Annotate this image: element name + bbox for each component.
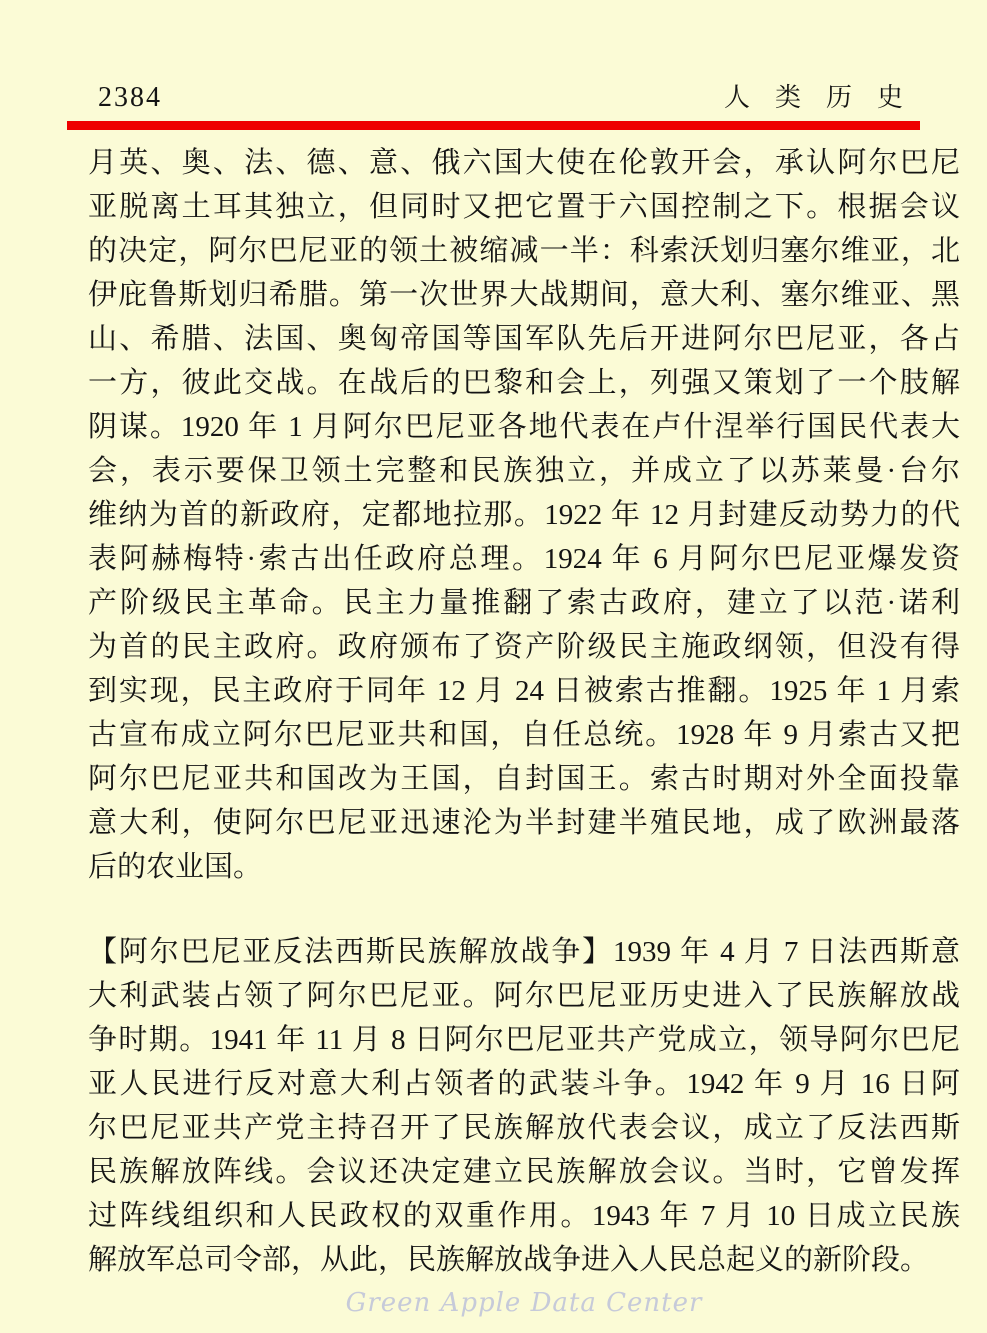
text-line: 产阶级民主革命。民主力量推翻了索古政府，建立了以范·诺利 <box>88 587 960 619</box>
text-line: 到实现，民主政府于同年 12 月 24 日被索古推翻。1925 年 1 月索 <box>88 675 960 707</box>
paragraph <box>88 930 960 1282</box>
text-line: 意大利，使阿尔巴尼亚迅速沦为半封建半殖民地，成了欧洲最落 <box>88 807 960 839</box>
text-line: 亚人民进行反对意大利占领者的武装斗争。1942 年 9 月 16 日阿 <box>88 1068 960 1100</box>
text-line: 月英、奥、法、德、意、俄六国大使在伦敦开会，承认阿尔巴尼 <box>88 147 960 179</box>
text-line: 的决定，阿尔巴尼亚的领土被缩减一半：科索沃划归塞尔维亚，北 <box>88 235 960 267</box>
page-number: 2384 <box>98 82 162 113</box>
text-line: 民族解放阵线。会议还决定建立民族解放会议。当时，它曾发挥 <box>88 1156 960 1188</box>
text-line: 维纳为首的新政府，定都地拉那。1922 年 12 月封建反动势力的代 <box>88 499 960 531</box>
text-line: 一方，彼此交战。在战后的巴黎和会上，列强又策划了一个肢解 <box>88 367 960 399</box>
text-line: 争时期。1941 年 11 月 8 日阿尔巴尼亚共产党成立，领导阿尔巴尼 <box>88 1024 960 1056</box>
text-line: 山、希腊、法国、奥匈帝国等国军队先后开进阿尔巴尼亚，各占 <box>88 323 960 355</box>
text-line: 会，表示要保卫领土完整和民族独立，并成立了以苏莱曼·台尔 <box>88 455 960 487</box>
text-line: 伊庇鲁斯划归希腊。第一次世界大战期间，意大利、塞尔维亚、黑 <box>88 279 960 311</box>
text-line: 表阿赫梅特·索古出任政府总理。1924 年 6 月阿尔巴尼亚爆发资 <box>88 543 960 575</box>
text-line: 古宣布成立阿尔巴尼亚共和国，自任总统。1928 年 9 月索古又把 <box>88 719 960 751</box>
text-line: 大利武装占领了阿尔巴尼亚。阿尔巴尼亚历史进入了民族解放战 <box>88 980 960 1012</box>
text-line: 亚脱离土耳其独立，但同时又把它置于六国控制之下。根据会议 <box>88 191 960 223</box>
text-line: 解放军总司令部，从此，民族解放战争进入人民总起义的新阶段。 <box>88 1244 930 1276</box>
text-line: 过阵线组织和人民政权的双重作用。1943 年 7 月 10 日成立民族 <box>88 1200 960 1232</box>
text-line: 阿尔巴尼亚共和国改为王国，自封国王。索古时期对外全面投靠 <box>88 763 960 795</box>
text-line: 尔巴尼亚共产党主持召开了民族解放代表会议，成立了反法西斯 <box>88 1112 960 1144</box>
text-line: 【阿尔巴尼亚反法西斯民族解放战争】1939 年 4 月 7 日法西斯意 <box>88 936 960 968</box>
text-line: 阴谋。1920 年 1 月阿尔巴尼亚各地代表在卢什涅举行国民代表大 <box>88 411 960 443</box>
header-divider-rule <box>67 121 920 130</box>
paragraph <box>88 141 960 889</box>
text-line: 后的农业国。 <box>88 851 263 883</box>
body-text <box>88 141 960 1282</box>
watermark: Green Apple Data Center <box>345 1288 703 1318</box>
text-line: 为首的民主政府。政府颁布了资产阶级民主施政纲领，但没有得 <box>88 631 960 663</box>
page-header <box>98 82 907 114</box>
section-title: 人 类 历 史 <box>723 83 907 112</box>
